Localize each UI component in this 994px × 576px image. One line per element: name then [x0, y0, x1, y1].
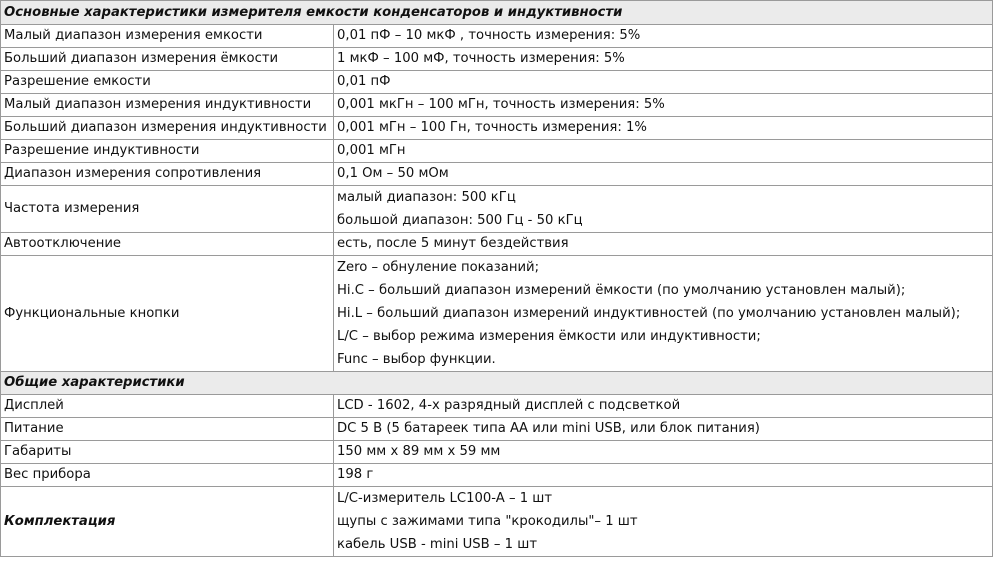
spec-label: Комплектация [1, 487, 334, 557]
spec-value-line: малый диапазон: 500 кГц [337, 190, 516, 205]
section-heading-row [1, 372, 993, 395]
spec-value: есть, после 5 минут бездействия [334, 233, 993, 256]
spec-value: 150 мм х 89 мм х 59 мм [334, 441, 993, 464]
spec-label: Больший диапазон измерения ёмкости [1, 48, 334, 71]
spec-label: Частота измерения [1, 186, 334, 233]
table-row [1, 48, 993, 71]
table-row [1, 163, 993, 186]
spec-label: Габариты [1, 441, 334, 464]
table-row [1, 94, 993, 117]
spec-label: Малый диапазон измерения емкости [1, 25, 334, 48]
spec-label: Больший диапазон измерения индуктивности [1, 117, 334, 140]
spec-value-line: щупы с зажимами типа "крокодилы"– 1 шт [337, 514, 638, 529]
spec-value: 198 г [334, 464, 993, 487]
spec-label: Автоотключение [1, 233, 334, 256]
table-row [1, 441, 993, 464]
section-heading: Основные характеристики измерителя емкости конденсаторов и индуктивности [1, 1, 993, 25]
spec-label: Дисплей [1, 395, 334, 418]
spec-value: LCD - 1602, 4-х разрядный дисплей с подсветкой [334, 395, 993, 418]
spec-label: Малый диапазон измерения индуктивности [1, 94, 334, 117]
spec-value-line: Zero – обнуление показаний; [337, 260, 540, 275]
table-row [1, 418, 993, 441]
spec-value-line: L/C-измеритель LC100-A – 1 шт [337, 491, 553, 506]
spec-label: Диапазон измерения сопротивления [1, 163, 334, 186]
table-row [1, 395, 993, 418]
table-row [1, 487, 993, 557]
spec-value: 0,1 Ом – 50 мОм [334, 163, 993, 186]
table-row [1, 71, 993, 94]
spec-value [334, 186, 993, 233]
table-row [1, 117, 993, 140]
table-row [1, 140, 993, 163]
spec-value-line: Hi.C – больший диапазон измерений ёмкости (по умолчанию установлен малый); [337, 283, 906, 298]
spec-value [334, 487, 993, 557]
spec-value: 0,001 мГн [334, 140, 993, 163]
spec-value-line: кабель USB - mini USB – 1 шт [337, 537, 538, 552]
table-row [1, 186, 993, 233]
spec-value: 0,001 мГн – 100 Гн, точность измерения: 1% [334, 117, 993, 140]
table-row [1, 233, 993, 256]
spec-label: Разрешение емкости [1, 71, 334, 94]
table-row [1, 25, 993, 48]
table-row [1, 464, 993, 487]
spec-value: 0,01 пФ – 10 мкФ , точность измерения: 5% [334, 25, 993, 48]
spec-label: Вес прибора [1, 464, 334, 487]
spec-value-line: Func – выбор функции. [337, 352, 496, 367]
table-row [1, 256, 993, 372]
spec-value-line: Hi.L – больший диапазон измерений индуктивностей (по умолчанию установлен малый); [337, 306, 961, 321]
spec-value: DC 5 В (5 батареек типа АА или mini USB, или блок питания) [334, 418, 993, 441]
section-heading-row [1, 1, 993, 25]
spec-value-line: L/C – выбор режима измерения ёмкости или индуктивности; [337, 329, 761, 344]
spec-value: 0,01 пФ [334, 71, 993, 94]
spec-value: 0,001 мкГн – 100 мГн, точность измерения: 5% [334, 94, 993, 117]
spec-value [334, 256, 993, 372]
spec-value-line: большой диапазон: 500 Гц - 50 кГц [337, 213, 583, 228]
section-heading: Общие характеристики [1, 372, 993, 395]
spec-label: Питание [1, 418, 334, 441]
spec-label: Функциональные кнопки [1, 256, 334, 372]
specifications-table-body [1, 1, 993, 557]
spec-label: Разрешение индуктивности [1, 140, 334, 163]
spec-value: 1 мкФ – 100 мФ, точность измерения: 5% [334, 48, 993, 71]
